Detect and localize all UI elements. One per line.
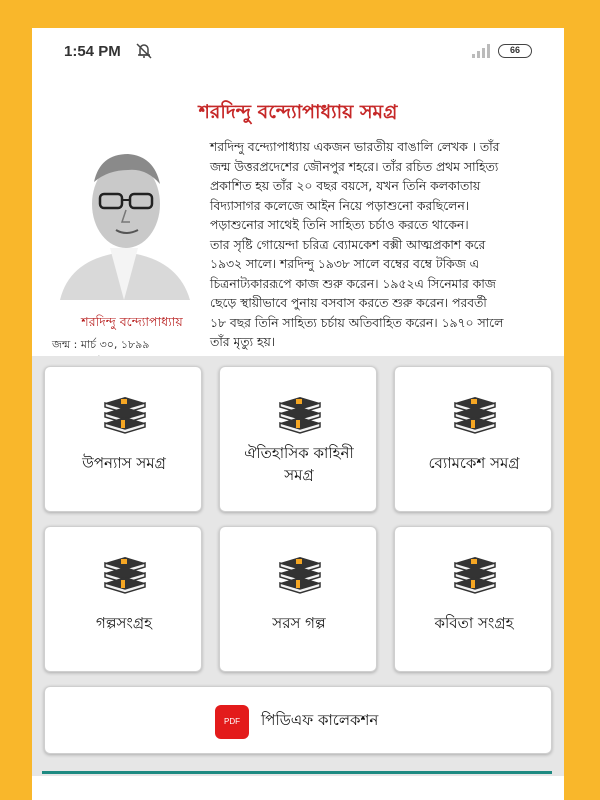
battery-icon: 66 <box>498 44 532 58</box>
books-icon <box>274 393 326 435</box>
bio-line: ছেড়ে স্থায়ীভাবে পুনায় বসবাস করতে শুরু করেন। পরবর্তী <box>210 296 487 310</box>
bio-line: চিত্রনাট্যকাররূপে কাজ শুরু করেন। ১৯৫২এ সিনেমার কাজ <box>210 276 496 291</box>
bio-line: তাঁর মৃত্যু হয়। <box>210 335 276 349</box>
bio-line: ১৮ বছর তিনি সাহিত্য চর্চায় অতিবাহিত করেন। ১৯৭০ সালে <box>210 315 504 330</box>
books-icon <box>274 553 326 595</box>
status-bar <box>32 28 564 76</box>
tile-poems[interactable] <box>394 526 552 672</box>
birth-date: জন্ম : মার্চ ৩০, ১৮৯৯ <box>52 338 150 351</box>
books-icon <box>449 553 501 595</box>
author-portrait <box>50 140 198 300</box>
tile-short-stories[interactable] <box>44 526 202 672</box>
tile-label: গল্পসংগ্রহ <box>95 614 153 632</box>
author-name: শরদিন্দু বন্দ্যোপাধ্যায় <box>81 314 183 329</box>
tile-byomkesh[interactable] <box>394 366 552 512</box>
bio-line: তার সৃষ্টি গোয়েন্দা চরিত্র ব্যোমকেশ বক্সী আত্মপ্রকাশ করে <box>210 237 486 252</box>
tile-label: উপন্যাস সমগ্র <box>82 454 166 472</box>
tile-label: কবিতা সংগ্রহ <box>434 614 514 632</box>
bio-line: প্রকাশিত হয় তাঁর ২০ বছর বয়সে, যখন তিনি কলকাতায় <box>210 179 481 193</box>
pdf-collection-label: পিডিএফ কালেকশন <box>261 711 379 729</box>
mute-icon <box>135 42 153 60</box>
bio-line: ১৯৩২ সালে। শরদিন্দু ১৯৩৮ সালে বম্বের বম্বে টকিজ এ <box>210 257 480 271</box>
app-screen <box>32 28 564 800</box>
tile-label: ব্যোমকেশ সমগ্র <box>428 454 520 472</box>
page-title: শরদিন্দু বন্দ্যোপাধ্যায় সমগ্র <box>198 101 398 123</box>
pdf-collection-button[interactable] <box>44 686 552 754</box>
signal-icon <box>472 44 490 58</box>
author-bio <box>210 138 558 353</box>
bio-line: শরদিন্দু বন্দ্যোপাধ্যায় একজন ভারতীয় বাঙালি লেখক । তাঁর <box>210 140 500 154</box>
books-icon <box>99 393 151 435</box>
tile-novels[interactable] <box>44 366 202 512</box>
tile-label: সরস গল্প <box>272 614 326 632</box>
tile-label: ঐতিহাসিক কাহিনী <box>244 444 354 462</box>
books-icon <box>99 553 151 595</box>
bio-line: পড়াশুনোর সাথেই তিনি সাহিত্য চর্চাও করতে থাকেন। <box>210 218 469 232</box>
pdf-icon: PDF <box>215 705 249 739</box>
status-time: 1:54 PM <box>64 43 121 60</box>
bottom-accent-line <box>42 771 552 774</box>
category-grid <box>32 356 564 776</box>
bio-line: বিদ্যাসাগর কলেজে আইন নিয়ে পড়াশুনো করছিলেন। <box>210 198 470 213</box>
tile-historical-stories[interactable] <box>219 366 377 512</box>
books-icon <box>449 393 501 435</box>
tile-label: সমগ্র <box>284 466 314 484</box>
author-header <box>32 76 564 386</box>
bio-line: জন্ম উত্তরপ্রদেশের জৌনপুর শহরে। তাঁর রচিত প্রথম সাহিত্য <box>210 159 499 174</box>
tile-humorous-stories[interactable] <box>219 526 377 672</box>
